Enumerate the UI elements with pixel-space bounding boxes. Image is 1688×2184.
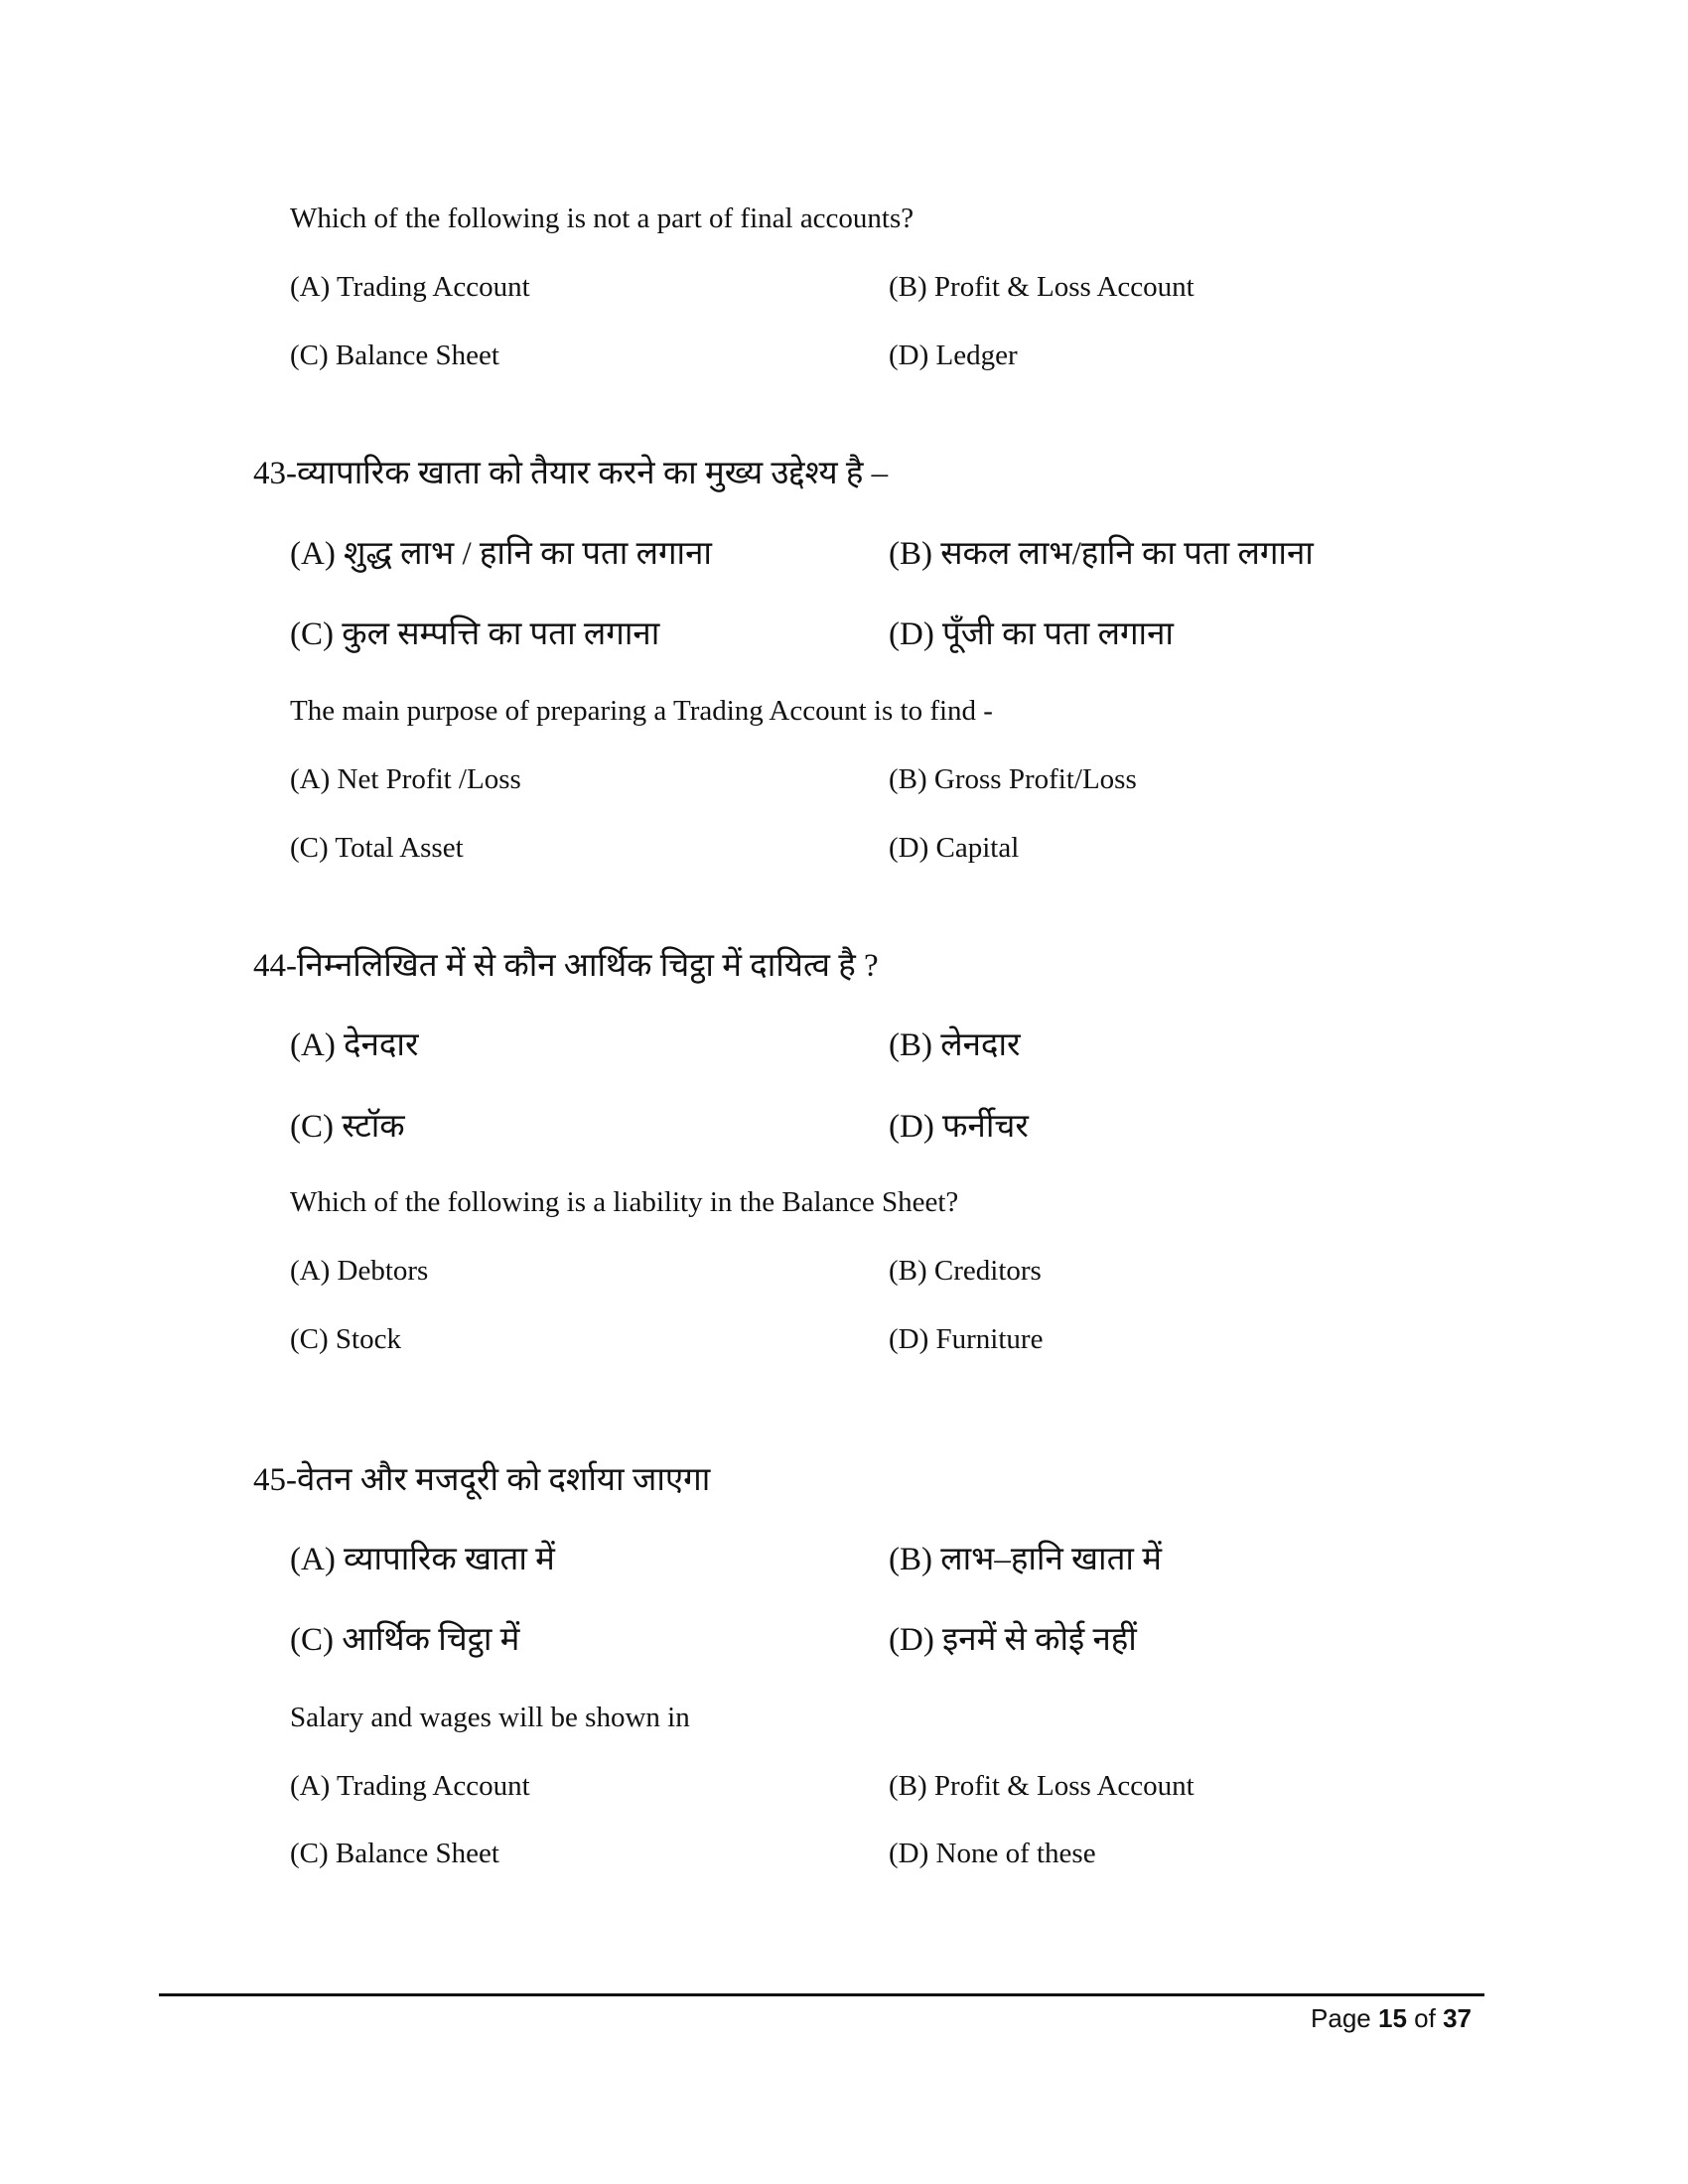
option-b: (B) लाभ–हानि खाता में — [889, 1542, 1162, 1577]
option-d: (D) Capital — [889, 832, 1020, 864]
option-c: (C) आर्थिक चिट्ठा में — [290, 1622, 520, 1658]
option-d: (D) फर्नीचर — [889, 1109, 1029, 1145]
option-d: (D) पूँजी का पता लगाना — [889, 616, 1174, 652]
option-a: (A) Trading Account — [290, 1770, 530, 1802]
option-c: (C) कुल सम्पत्ति का पता लगाना — [290, 616, 660, 652]
footer-divider — [159, 1993, 1484, 1996]
question-text: 44-निम्नलिखित में से कौन आर्थिक चिट्ठा में दायित्व है ? — [253, 948, 879, 984]
option-d: (D) Furniture — [889, 1323, 1044, 1355]
option-b: (B) Creditors — [889, 1255, 1042, 1287]
question-text: The main purpose of preparing a Trading Account is to find - — [290, 695, 993, 727]
question-text: 43-व्यापारिक खाता को तैयार करने का मुख्य उद्देश्य है – — [253, 456, 889, 491]
question-text: Which of the following is not a part of final accounts? — [290, 203, 914, 234]
option-c: (C) Balance Sheet — [290, 340, 499, 371]
option-a: (A) Debtors — [290, 1255, 429, 1287]
option-b: (B) लेनदार — [889, 1027, 1021, 1063]
question-text: 45-वेतन और मजदूरी को दर्शाया जाएगा — [253, 1462, 711, 1498]
option-b: (B) Gross Profit/Loss — [889, 763, 1137, 795]
option-a: (A) देनदार — [290, 1027, 419, 1063]
option-a: (A) व्यापारिक खाता में — [290, 1542, 555, 1577]
option-b: (B) सकल लाभ/हानि का पता लगाना — [889, 536, 1314, 572]
option-a: (A) शुद्ध लाभ / हानि का पता लगाना — [290, 536, 712, 572]
page-total: 37 — [1443, 2003, 1472, 2033]
question-text: Salary and wages will be shown in — [290, 1702, 690, 1733]
question-text: Which of the following is a liability in the Balance Sheet? — [290, 1186, 959, 1218]
option-a: (A) Net Profit /Loss — [290, 763, 521, 795]
option-a: (A) Trading Account — [290, 271, 530, 303]
of-label: of — [1414, 2003, 1436, 2033]
option-c: (C) Stock — [290, 1323, 401, 1355]
option-c: (C) Total Asset — [290, 832, 464, 864]
option-d: (D) इनमें से कोई नहीं — [889, 1622, 1137, 1658]
option-b: (B) Profit & Loss Account — [889, 1770, 1195, 1802]
option-c: (C) Balance Sheet — [290, 1838, 499, 1869]
page-label: Page — [1311, 2003, 1371, 2033]
option-b: (B) Profit & Loss Account — [889, 271, 1195, 303]
option-c: (C) स्टॉक — [290, 1109, 405, 1145]
option-d: (D) None of these — [889, 1838, 1096, 1869]
option-d: (D) Ledger — [889, 340, 1018, 371]
page-number — [1311, 2003, 1472, 2034]
page-current: 15 — [1378, 2003, 1407, 2033]
